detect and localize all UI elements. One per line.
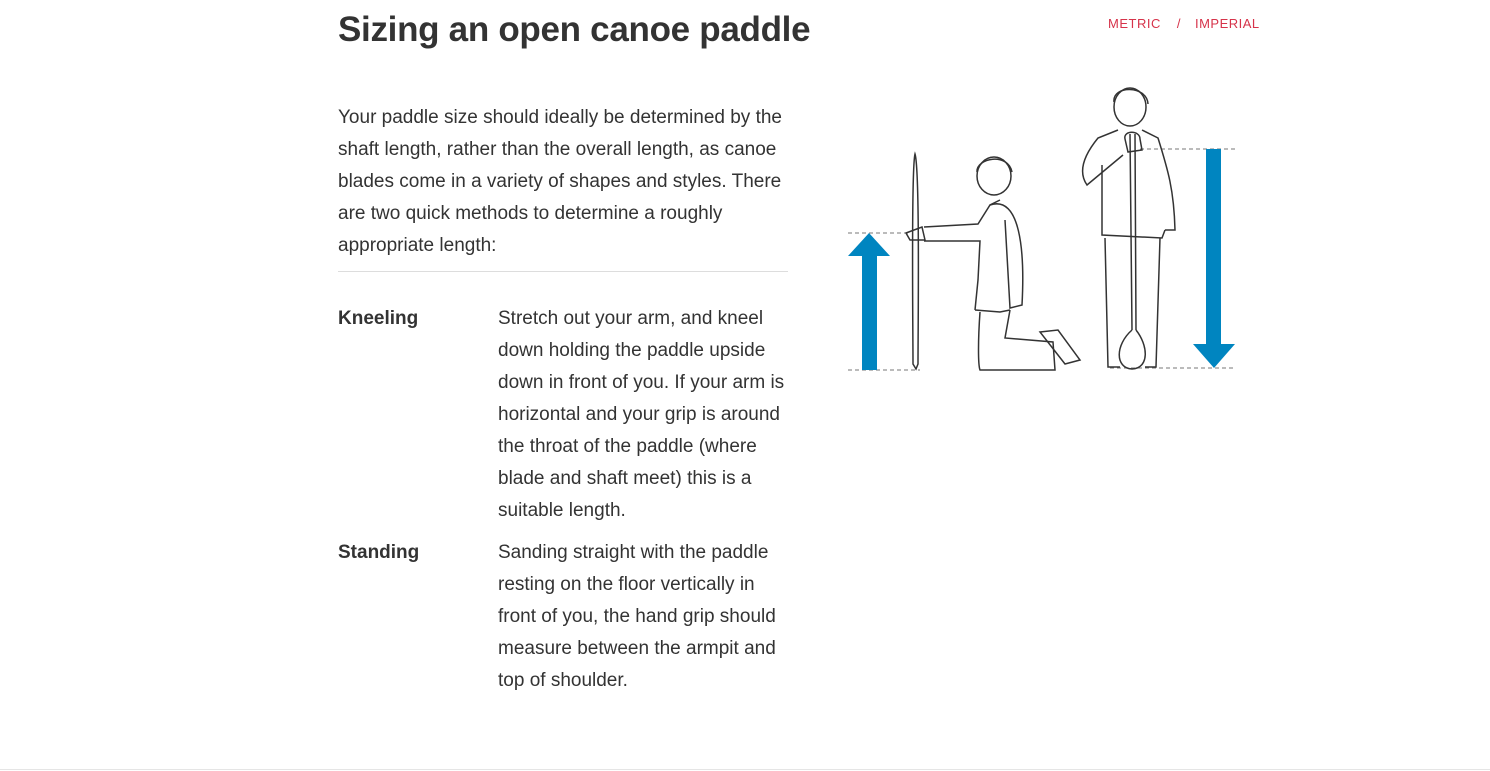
method-description: Stretch out your arm, and kneel down holding the paddle upside down in front of you. If your arm is horizontal and your grip is around the throat of the paddle (where blade and shaft meet) this is a suitable length. — [498, 308, 785, 521]
divider — [338, 271, 788, 272]
page-title: Sizing an open canoe paddle — [338, 10, 811, 49]
down-arrow-icon — [1193, 149, 1235, 368]
imperial-link[interactable]: IMPERIAL — [1194, 16, 1260, 31]
unit-toggle — [1108, 16, 1260, 31]
method-term: Standing — [338, 542, 420, 563]
up-arrow-icon — [848, 233, 890, 370]
dashed-guides — [848, 149, 1235, 370]
method-kneeling — [338, 303, 790, 527]
paddle-sizing-illustration — [840, 80, 1250, 380]
metric-link[interactable]: METRIC — [1108, 16, 1161, 31]
method-description: Sanding straight with the paddle resting on the floor vertically in front of you, the hand grip should measure between the armpit and top of shoulder. — [498, 542, 776, 691]
footer-divider — [0, 769, 1490, 770]
method-standing — [338, 537, 790, 697]
standing-figure — [1083, 88, 1175, 369]
kneeling-figure — [906, 154, 1080, 370]
method-term: Kneeling — [338, 308, 419, 329]
intro-text: Your paddle size should ideally be determined by the shaft length, rather than the overall length, as canoe blades come in a variety of shapes and styles. There are two quick methods to determine a roughly appropriate length: — [338, 107, 782, 256]
unit-separator: / — [1176, 16, 1181, 31]
